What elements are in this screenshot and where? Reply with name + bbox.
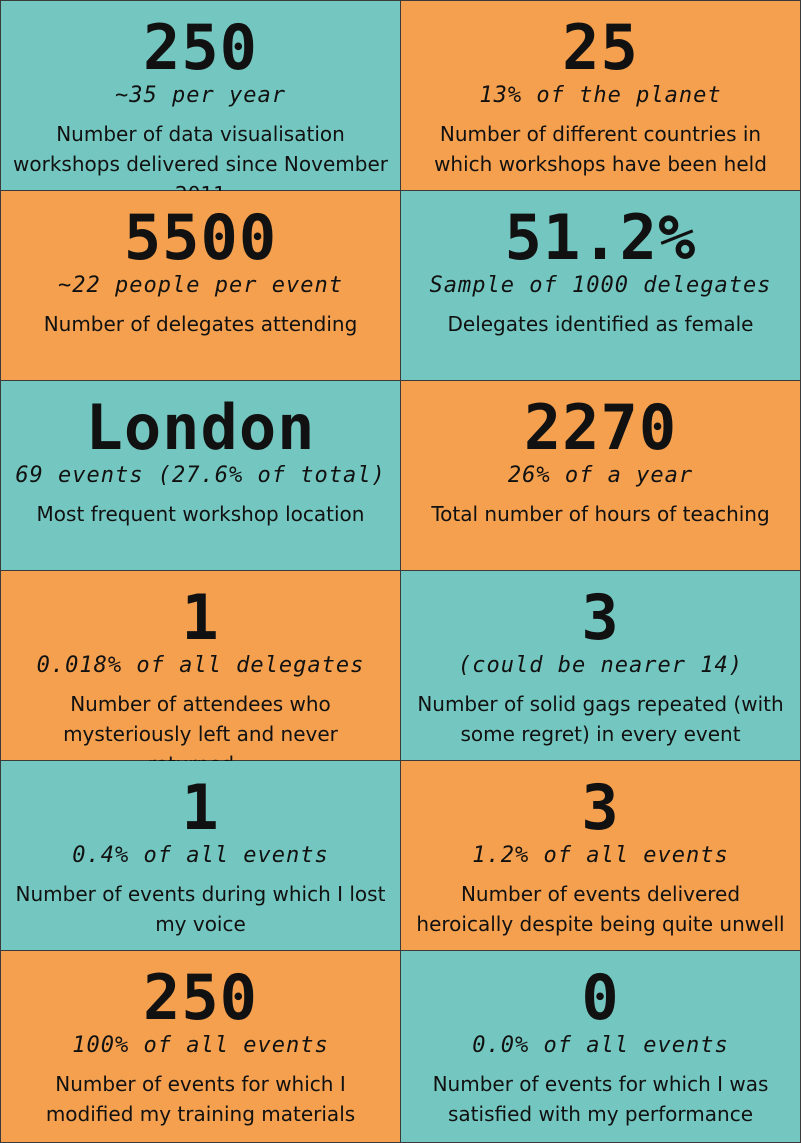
- stat-value: 51.2%: [504, 201, 697, 274]
- stat-value: 3: [581, 581, 620, 654]
- stat-note: Sample of 1000 delegates: [429, 273, 772, 298]
- stat-note: ~35 per year: [115, 83, 286, 108]
- stat-description: Delegates identified as female: [447, 312, 754, 336]
- stat-tile-countries: [401, 1, 801, 191]
- stat-description: Number of different countries in which workshops have been held: [434, 122, 767, 176]
- stat-tile-workshops: [1, 1, 401, 191]
- stat-description: Number of events for which I was satisfied with my performance: [432, 1072, 769, 1126]
- stat-note: 0.4% of all events: [72, 843, 329, 868]
- stat-tile-hours: [401, 381, 801, 571]
- stat-note: 26% of a year: [507, 463, 694, 488]
- stat-value: 5500: [123, 201, 278, 274]
- stat-description: Number of events during which I lost my voice: [15, 882, 386, 936]
- stat-description: Number of solid gags repeated (with some regret) in every event: [417, 692, 784, 746]
- stat-description: Total number of hours of teaching: [431, 502, 770, 526]
- stat-tile-location: [1, 381, 401, 571]
- stat-note: (could be nearer 14): [458, 653, 743, 678]
- stat-value: 3: [581, 771, 620, 844]
- stat-tile-female: [401, 191, 801, 381]
- stat-description: Number of attendees who mysteriously left and never: [63, 692, 338, 746]
- stat-note: 69 events (27.6% of total): [15, 463, 386, 488]
- stat-description: Number of delegates attending: [43, 312, 358, 336]
- stat-note: 1.2% of all events: [472, 843, 729, 868]
- stat-description: Number of events delivered heroically despite being quite unwell: [416, 882, 785, 936]
- stat-value: 250: [143, 11, 258, 84]
- stat-value: 1: [181, 771, 220, 844]
- stat-tile-gags: [401, 571, 801, 761]
- stat-note: 0.0% of all events: [472, 1033, 729, 1058]
- stat-value: London: [85, 391, 316, 464]
- stat-tile-satisfied: [401, 951, 801, 1143]
- stat-note: 13% of the planet: [479, 83, 722, 108]
- stat-description: Number of events for which I modified my training materials: [45, 1072, 356, 1126]
- stat-note: 0.018% of all delegates: [36, 653, 365, 678]
- stat-note: ~22 people per event: [58, 273, 343, 298]
- stat-value: 0: [581, 961, 620, 1034]
- stat-value: 250: [143, 961, 258, 1034]
- stat-tile-lost-voice: [1, 761, 401, 951]
- stat-tile-delegates: [1, 191, 401, 381]
- stat-value: 1: [181, 581, 220, 654]
- stat-note: 100% of all events: [72, 1033, 329, 1058]
- stat-description: Number of data visualisation workshops delivered since November: [13, 122, 388, 176]
- stat-tile-modified-materials: [1, 951, 401, 1143]
- stat-description: Most frequent workshop location: [36, 502, 365, 526]
- stat-tile-left-attendees: [1, 571, 401, 761]
- stat-value: 25: [562, 11, 639, 84]
- stat-value: 2270: [523, 391, 678, 464]
- stat-tile-unwell: [401, 761, 801, 951]
